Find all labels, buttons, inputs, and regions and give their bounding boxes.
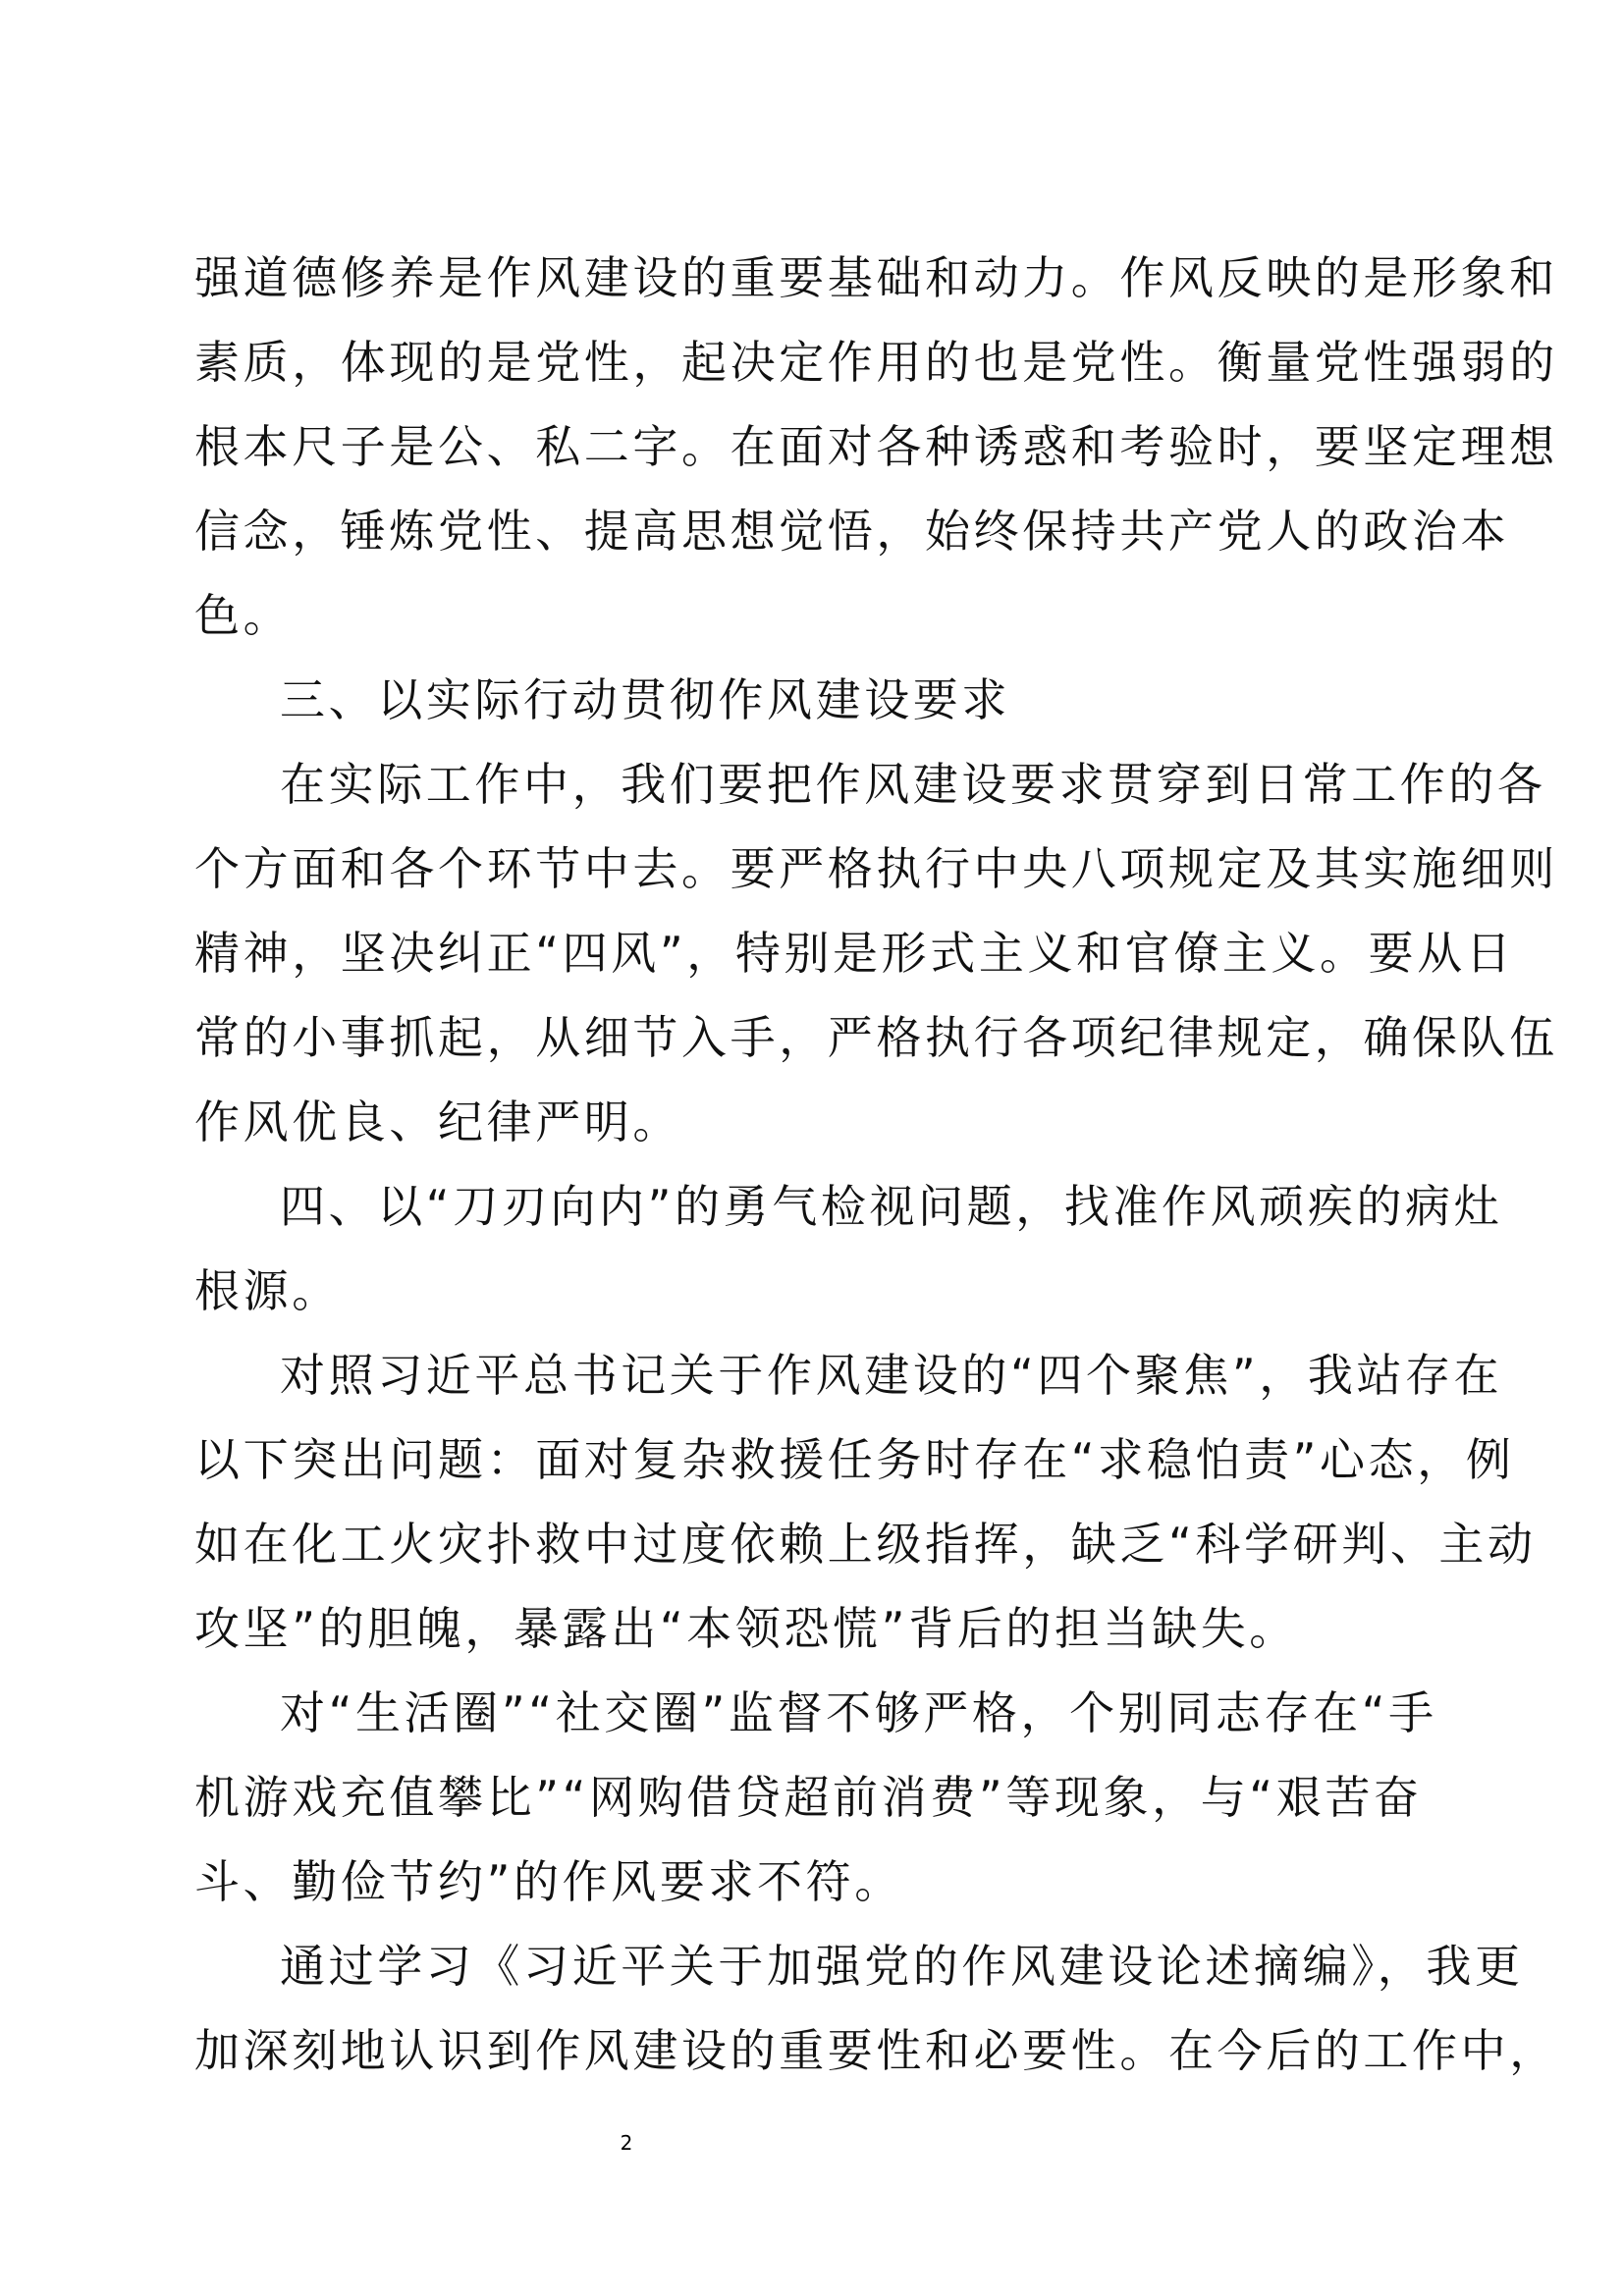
text-line: 机游戏充值攀比”“网购借贷超前消费”等现象，与“艰苦奋 — [194, 1771, 1423, 1824]
text-line: 作风优良、纪律严明。 — [194, 1095, 681, 1148]
text-line: 素质，体现的是党性，起决定作用的也是党性。衡量党性强弱的 — [194, 336, 1558, 389]
text-line: 如在化工火灾扑救中过度依赖上级指挥，缺乏“科学研判、主动 — [194, 1518, 1537, 1571]
text-line: 根本尺子是公、私二字。在面对各种诱惑和考验时，要坚定理想 — [194, 420, 1558, 473]
section-heading-4: 四、以“刀刃向内”的勇气检视问题，找准作风顽疾的病灶 — [280, 1180, 1503, 1233]
text-line: 以下突出问题：面对复杂救援任务时存在“求稳怕责”心态，例 — [194, 1433, 1515, 1486]
text-line: 在实际工作中，我们要把作风建设要求贯穿到日常工作的各 — [280, 758, 1546, 811]
text-line: 色。 — [194, 589, 293, 642]
text-line: 通过学习《习近平关于加强党的作风建设论述摘编》，我更 — [280, 1940, 1524, 1993]
text-line: 信念，锤炼党性、提高思想觉悟，始终保持共产党人的政治本 — [194, 505, 1510, 558]
text-line: 个方面和各个环节中去。要严格执行中央八项规定及其实施细则 — [194, 842, 1558, 895]
section-heading-3: 三、以实际行动贯彻作风建设要求 — [280, 673, 1010, 726]
text-line: 攻坚”的胆魄，暴露出“本领恐慌”背后的担当缺失。 — [194, 1602, 1298, 1655]
text-line: 对“生活圈”“社交圈”监督不够严格，个别同志存在“手 — [280, 1686, 1437, 1739]
text-line: 强道德修养是作风建设的重要基础和动力。作风反映的是形象和 — [194, 251, 1558, 304]
text-line: 根源。 — [194, 1264, 341, 1317]
text-line: 常的小事抓起，从细节入手，严格执行各项纪律规定，确保队伍 — [194, 1011, 1558, 1064]
page-number: 2 — [620, 2131, 633, 2155]
text-line: 对照习近平总书记关于作风建设的“四个聚焦”，我站存在 — [280, 1349, 1503, 1402]
text-line: 精神，坚决纠正“四风”，特别是形式主义和官僚主义。要从日 — [194, 927, 1515, 980]
text-line: 加深刻地认识到作风建设的重要性和必要性。在今后的工作中， — [194, 2024, 1558, 2077]
text-line: 斗、勤俭节约”的作风要求不符。 — [194, 1855, 903, 1908]
